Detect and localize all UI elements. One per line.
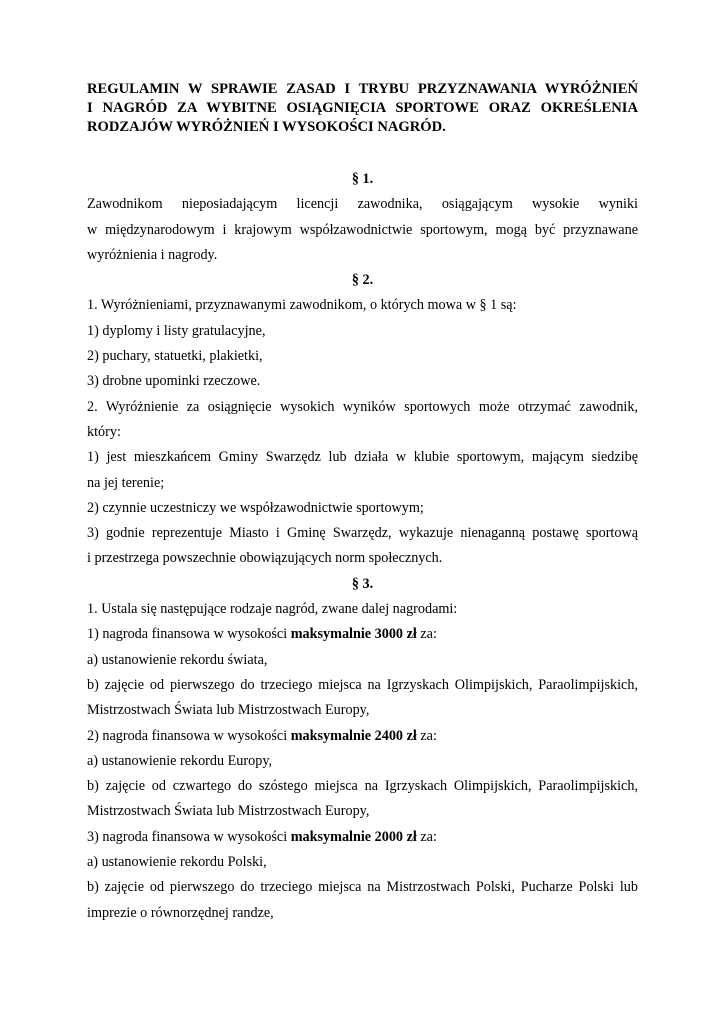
list-subitem: b) zajęcie od pierwszego do trzeciego miejsca na Mistrzostwach Polski, Pucharze Polski lub [87,879,638,896]
paragraph-line: Zawodnikom nieposiadającym licencji zawodnika, osiągającym wysokie wyniki [87,196,638,213]
paragraph-line: wyróżnienia i nagrody. [87,246,218,263]
section-3 [87,572,638,926]
section-heading: § 1. [351,171,374,187]
list-subitem: a) ustanowienie rekordu Polski, [87,854,267,871]
list-subitem: a) ustanowienie rekordu Europy, [87,752,273,769]
title-line: RODZAJÓW WYRÓŻNIEŃ I WYSOKOŚCI NAGRÓD. [87,119,446,135]
list-subitem-continuation: Mistrzostwach Świata lub Mistrzostwach Europy, [87,702,370,719]
list-item: 2) puchary, statuetki, plakietki, [87,348,263,365]
section-1 [87,167,638,268]
list-item: 3) godnie reprezentuje Miasto i Gminę Swarzędz, wykazuje nienaganną postawę sportową [87,525,638,542]
award-suffix: za: [416,828,437,845]
list-item: 3) drobne upominki rzeczowe. [87,373,261,390]
list-item: 2) czynnie uczestniczy we współzawodnictwie sportowym; [87,499,424,516]
section-2 [87,268,638,572]
award-item [87,825,638,850]
paragraph-line: 2. Wyróżnienie za osiągnięcie wysokich wyników sportowych może otrzymać zawodnik, [87,398,638,415]
list-subitem: b) zajęcie od czwartego do szóstego miejsca na Igrzyskach Olimpijskich, Paraolimpijskich, [87,778,638,795]
list-subitem-continuation: Mistrzostwach Świata lub Mistrzostwach Europy, [87,803,370,820]
title-line: REGULAMIN W SPRAWIE ZASAD I TRYBU PRZYZNAWANIA WYRÓŻNIEŃ [87,81,638,97]
section-heading: § 2. [351,272,374,289]
award-amount: maksymalnie 2000 zł [290,828,417,845]
list-subitem-continuation: imprezie o równorzędnej randze, [87,904,274,921]
award-prefix: 3) nagroda finansowa w wysokości [87,828,291,845]
section-heading: § 3. [351,575,374,592]
list-item-continuation: i przestrzega powszechnie obowiązujących norm społecznych. [87,550,443,567]
award-prefix: 1) nagroda finansowa w wysokości [87,626,291,643]
document-title [87,80,638,137]
award-suffix: za: [416,727,437,744]
list-item-continuation: na jej terenie; [87,474,165,491]
list-item: 1) jest mieszkańcem Gminy Swarzędz lub działa w klubie sportowym, mającym siedzibę [87,449,638,466]
list-subitem: a) ustanowienie rekordu świata, [87,651,268,668]
list-item: 1) dyplomy i listy gratulacyjne, [87,322,266,339]
list-subitem: b) zajęcie od pierwszego do trzeciego miejsca na Igrzyskach Olimpijskich, Paraolimpijskich, [87,676,638,693]
award-suffix: za: [416,626,437,643]
paragraph-line: 1. Wyróżnieniami, przyznawanymi zawodnikom, o których mowa w § 1 są: [87,297,517,314]
title-line: I NAGRÓD ZA WYBITNE OSIĄGNIĘCIA SPORTOWE ORAZ OKREŚLENIA [87,100,638,116]
paragraph-line: który: [87,423,121,440]
award-amount: maksymalnie 2400 zł [290,727,417,744]
paragraph-line: w międzynarodowym i krajowym współzawodnictwie sportowym, mogą być przyznawane [87,221,638,238]
award-item [87,622,638,647]
paragraph-line: 1. Ustala się następujące rodzaje nagród, zwane dalej nagrodami: [87,601,458,618]
award-prefix: 2) nagroda finansowa w wysokości [87,727,291,744]
award-amount: maksymalnie 3000 zł [290,626,417,643]
award-item [87,724,638,749]
